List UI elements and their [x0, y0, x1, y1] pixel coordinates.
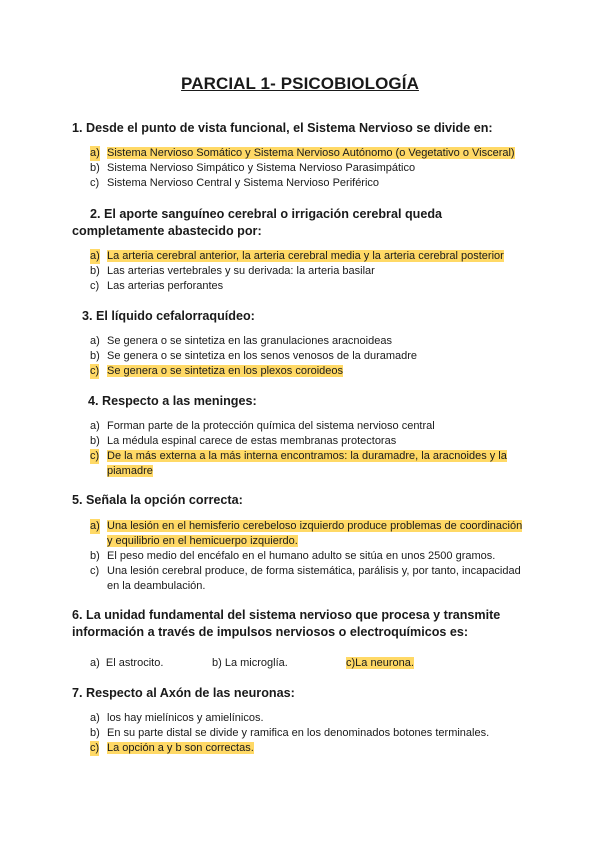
question-6-option-a: [90, 656, 163, 671]
option-text: Forman parte de la protección química del sistema nervioso central: [107, 420, 435, 432]
option-letter: b): [90, 435, 100, 447]
option-letter: a): [90, 335, 100, 347]
question-4-option-b: [90, 434, 530, 449]
question-4: 4. Respecto a las meninges:: [88, 394, 257, 408]
question-3-option-a: [90, 334, 530, 349]
question-2-option-b: [90, 264, 530, 279]
option-text: El astrocito.: [105, 657, 164, 669]
question-6: 6. La unidad fundamental del sistema nervioso que procesa y transmite información a través de impulsos nerviosos o electroquímicos es:: [72, 608, 501, 639]
question-6-option-c: [346, 656, 414, 671]
option-letter: a): [90, 657, 100, 669]
option-letter: b): [212, 657, 222, 669]
option-text: Se genera o se sintetiza en los plexos coroideos: [107, 365, 344, 377]
question-1: 1. Desde el punto de vista funcional, el Sistema Nervioso se divide en:: [72, 121, 493, 135]
option-letter: a): [90, 147, 100, 159]
question-5-option-b: [90, 549, 530, 564]
option-letter: c): [90, 365, 100, 377]
option-letter: b): [90, 350, 100, 362]
option-letter: b): [90, 265, 100, 277]
option-letter: c): [90, 177, 100, 189]
option-text: El peso medio del encéfalo en el humano adulto se sitúa en unos 2500 gramos.: [107, 550, 496, 562]
option-text: De la más externa a la más interna encontramos: la duramadre, la aracnoides y la piamadre: [107, 450, 507, 477]
option-text: La arteria cerebral anterior, la arteria cerebral media y la arteria cerebral posterior: [107, 250, 504, 262]
option-text: los hay mielínicos y amielínicos.: [107, 712, 264, 724]
option-letter: a): [90, 420, 100, 432]
option-letter: a): [90, 712, 100, 724]
option-letter: b): [90, 550, 100, 562]
page-title: PARCIAL 1- PSICOBIOLOGÍA: [181, 74, 419, 93]
question-1-option-c: [90, 176, 530, 191]
option-text: Las arterias vertebrales y su derivada: la arteria basilar: [107, 265, 375, 277]
question-5-option-c: [90, 564, 530, 594]
question-7: 7. Respecto al Axón de las neuronas:: [72, 686, 295, 700]
question-1-option-a: [90, 146, 530, 161]
option-text: Sistema Nervioso Central y Sistema Nervioso Periférico: [107, 177, 380, 189]
option-letter: c): [346, 657, 356, 669]
option-letter: c): [90, 450, 100, 462]
option-text: Sistema Nervioso Simpático y Sistema Nervioso Parasimpático: [107, 162, 416, 174]
question-4-option-c: [90, 449, 530, 479]
question-6-option-b: [212, 656, 288, 671]
option-letter: b): [90, 727, 100, 739]
option-text: Las arterias perforantes: [107, 280, 224, 292]
question-5-option-a: [90, 519, 530, 549]
option-text: La opción a y b son correctas.: [107, 742, 254, 754]
option-text: La microglía.: [224, 657, 288, 669]
option-text: Se genera o se sintetiza en los senos venosos de la duramadre: [107, 350, 418, 362]
question-1-option-b: [90, 161, 530, 176]
option-letter: c): [90, 565, 100, 577]
option-letter: b): [90, 162, 100, 174]
question-3-option-b: [90, 349, 530, 364]
option-letter: c): [90, 742, 100, 754]
option-text: Se genera o se sintetiza en las granulaciones aracnoideas: [107, 335, 392, 347]
question-2: 2. El aporte sanguíneo cerebral o irrigación cerebral queda completamente abastecido por:: [72, 207, 443, 238]
question-4-option-a: [90, 419, 530, 434]
option-text: Una lesión en el hemisferio cerebeloso izquierdo produce problemas de coordinación y equilibrio en el hemicuerpo izquierdo.: [107, 520, 523, 547]
option-text: En su parte distal se divide y ramifica en los denominados botones terminales.: [107, 727, 490, 739]
question-3: 3. El líquido cefalorraquídeo:: [82, 309, 255, 323]
option-text: Una lesión cerebral produce, de forma sistemática, parálisis y, por tanto, incapacidad en la deambulación.: [107, 565, 521, 592]
option-text: La neurona.: [355, 657, 414, 669]
question-2-option-a: [90, 249, 530, 264]
option-letter: c): [90, 280, 100, 292]
question-2-option-c: [90, 279, 530, 294]
question-5: 5. Señala la opción correcta:: [72, 493, 243, 507]
option-letter: a): [90, 520, 100, 532]
question-7-option-c: [90, 741, 530, 756]
question-3-option-c: [90, 364, 530, 379]
question-7-option-a: [90, 711, 530, 726]
option-letter: a): [90, 250, 100, 262]
option-text: La médula espinal carece de estas membranas protectoras: [107, 435, 397, 447]
question-7-option-b: [90, 726, 530, 741]
option-text: Sistema Nervioso Somático y Sistema Nervioso Autónomo (o Vegetativo o Visceral): [107, 147, 515, 159]
